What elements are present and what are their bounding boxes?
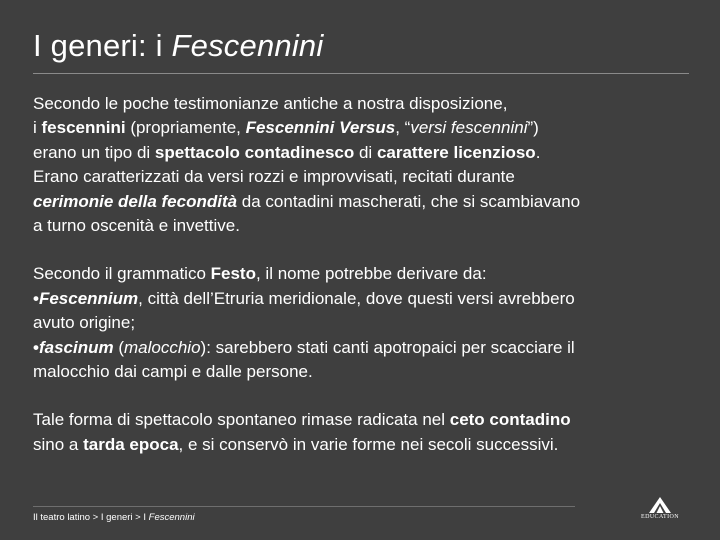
text-run: , “	[395, 118, 411, 138]
slide-title-italic: Fescennini	[171, 28, 324, 63]
slide-body	[33, 92, 693, 457]
bold-italic-term: Fescennini Versus	[245, 118, 396, 138]
text-run: (propriamente,	[125, 118, 246, 138]
bold-term: spettacolo contadinesco	[154, 142, 355, 162]
text-run: erano un tipo di	[33, 142, 155, 162]
logo-text: EDUCATION	[641, 514, 679, 520]
paragraph-etymology	[33, 262, 693, 384]
italic-term: versi fescennini	[410, 118, 528, 138]
paragraph-conclusion	[33, 408, 693, 457]
bold-italic-term: fascinum	[38, 337, 114, 357]
text-run: Tale forma di spettacolo spontaneo rimase radicata nel	[33, 410, 450, 430]
italic-term: malocchio	[123, 337, 201, 357]
text-run: malocchio dai campi e dalle persone.	[33, 362, 313, 382]
bold-term: ceto contadino	[449, 410, 571, 430]
bold-term: tarda epoca	[83, 434, 179, 454]
text-run: avuto origine;	[33, 313, 136, 333]
slide-title	[33, 28, 323, 64]
slide-title-plain: I generi: i	[33, 28, 172, 63]
text-run: ): sarebbero stati canti apotropaici per scacciare il	[200, 337, 575, 357]
text-run: (	[113, 337, 124, 357]
text-run: di	[354, 142, 377, 162]
mondadori-a-logo-icon	[649, 497, 671, 513]
bullet: •	[33, 337, 39, 357]
breadcrumb-path: Il teatro latino > I generi > I	[33, 512, 149, 523]
text-run: da contadini mascherati, che si scambiavano	[237, 191, 581, 211]
bullet: •	[33, 288, 39, 308]
bold-term: carattere licenzioso	[376, 142, 536, 162]
education-logo	[637, 497, 683, 523]
text-run: , il nome potrebbe derivare da:	[255, 264, 487, 284]
paragraph-definition	[33, 92, 693, 238]
text-run: sino a	[33, 434, 84, 454]
text-run: a turno oscenità e invettive.	[33, 216, 240, 236]
bold-term: Festo	[210, 264, 256, 284]
text-run: Secondo le poche testimonianze antiche a nostra disposizione,	[33, 94, 508, 113]
title-divider	[33, 73, 689, 74]
text-run: ”)	[527, 118, 539, 138]
text-run: i	[33, 118, 42, 138]
breadcrumb-current: Fescennini	[148, 512, 195, 523]
text-run: , città dell’Etruria meridionale, dove questi versi avrebbero	[138, 288, 575, 308]
breadcrumb	[33, 512, 195, 523]
text-run: Erano caratterizzati da versi rozzi e improvvisati, recitati durante	[33, 167, 515, 187]
bold-term: fescennini	[41, 118, 126, 138]
bold-italic-term: cerimonie della fecondità	[33, 191, 238, 211]
bold-italic-term: Fescennium	[38, 288, 139, 308]
text-run: Secondo il grammatico	[33, 264, 211, 284]
text-run: .	[535, 142, 541, 162]
footer-divider	[33, 506, 575, 507]
text-run: , e si conservò in varie forme nei secoli successivi.	[178, 434, 559, 454]
